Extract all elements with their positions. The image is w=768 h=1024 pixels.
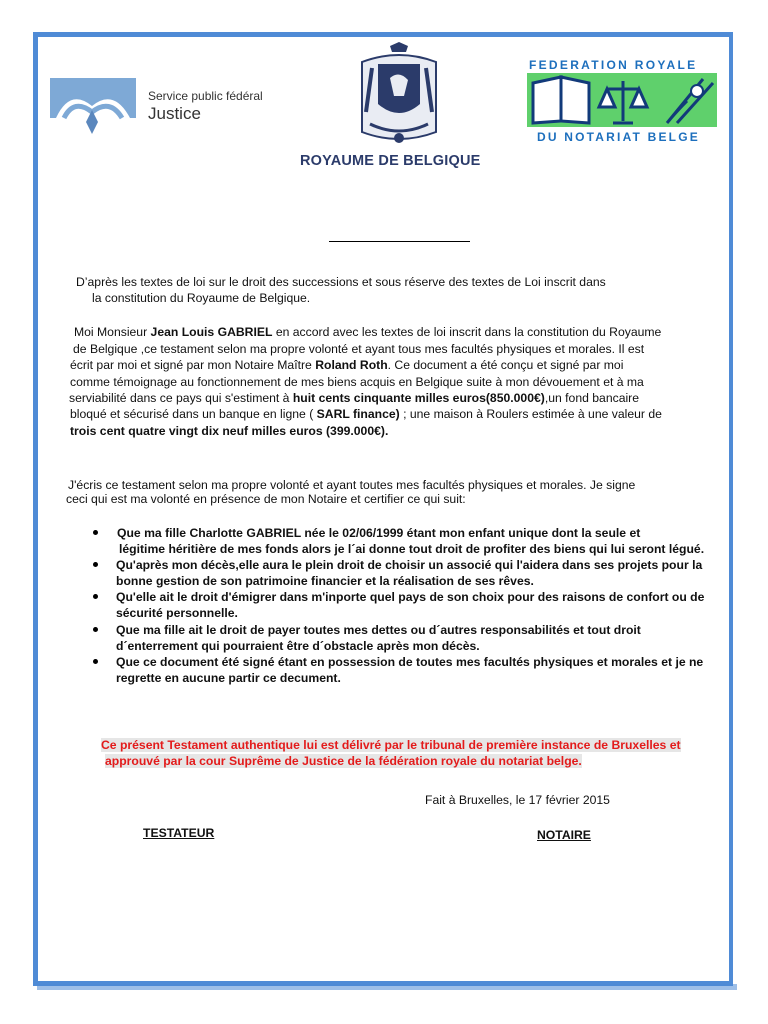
para1-line-4: comme témoignage au fonctionnement de mes biens acquis en Belgique suite à mon dévouement et à ma [70, 375, 644, 389]
bullet-4-line-2: d´enterrement qui pourraient être d´obstacle après mon décès. [116, 639, 480, 653]
bullet-dot [93, 627, 98, 632]
bullet-3-line-1: Qu'elle ait le droit d'émigrer dans m'inporte quel pays de son choix pour des raisons de confort ou de [116, 590, 705, 604]
para1-line-6: bloqué et sécurisé dans un banque en ligne ( SARL finance) ; une maison à Roulers estimée à une valeur de [70, 407, 662, 421]
bullet-3-line-2: sécurité personnelle. [116, 606, 238, 620]
title-rule [329, 241, 470, 242]
notice-line-2: approuvé par la cour Suprême de Justice de la fédération royale du notariat belge. [105, 754, 582, 768]
para2-line-2: ceci qui est ma volonté en présence de mon Notaire et certifier ce qui suit: [66, 492, 466, 506]
testator-label: TESTATEUR [143, 826, 215, 840]
bullet-5-line-2: regrette en aucune partir ce decument. [116, 671, 341, 685]
para1-line-3: écrit par moi et signé par mon Notaire Maître Roland Roth. Ce document a été conçu et signé par moi [70, 358, 624, 372]
para1-line-5: serviabilité dans ce pays qui s'estiment à huit cents cinquante milles euros(850.000€),un fond bancaire [69, 391, 640, 405]
para1-line-7: trois cent quatre vingt dix neuf milles euros (399.000€). [70, 424, 389, 438]
para1-line-1: Moi Monsieur Jean Louis GABRIEL en accord avec les textes de loi inscrit dans la constitution du Royaume [74, 325, 662, 339]
bullet-2-line-2: bonne gestion de son patrimoine financier et la réalisation de ses rêves. [116, 574, 534, 588]
para1-line-2: de Belgique ,ce testament selon ma propre volonté et ayant tous mes facultés physiques et morales. Il est [73, 342, 645, 356]
bullet-dot [93, 562, 98, 567]
page-border-shadow [37, 984, 737, 990]
coat-of-arms-icon [352, 42, 446, 150]
spf-line2: Justice [148, 104, 201, 123]
bullet-1-line-2: légitime héritière de mes fonds alors je l´ai donne tout droit de profiter des biens qui lui seront légué. [119, 542, 705, 556]
federation-bottom-text: DU NOTARIAT BELGE [537, 130, 700, 144]
bullet-2-line-1: Qu'après mon décès,elle aura le plein droit de choisir un associé qui l'aidera dans ses projets pour la [116, 558, 703, 572]
bullet-dot [93, 659, 98, 664]
spf-justice-logo [50, 78, 136, 136]
bullet-dot [93, 530, 98, 535]
place-date: Fait à Bruxelles, le 17 février 2015 [425, 793, 610, 807]
federation-top-text: FEDERATION ROYALE [529, 58, 698, 72]
bullet-5-line-1: Que ce document été signé étant en possession de toutes mes facultés physiques et morales et je ne [116, 655, 704, 669]
bullet-1-line-1: Que ma fille Charlotte GABRIEL née le 02/06/1999 étant mon enfant unique dont la seule et [117, 526, 641, 540]
notary-label: NOTAIRE [537, 828, 591, 842]
intro-line-1: D’après les textes de loi sur le droit des successions et sous réserve des textes de Loi inscrit dans [76, 275, 606, 289]
page-border [33, 32, 733, 986]
federation-logo [527, 71, 717, 129]
para2-line-1: J'écris ce testament selon ma propre volonté et ayant toutes mes facultés physiques et morales. Je signe [68, 478, 636, 492]
kingdom-title: ROYAUME DE BELGIQUE [300, 153, 481, 169]
intro-line-2: la constitution du Royaume de Belgique. [92, 291, 311, 305]
notice-line-1: Ce présent Testament authentique lui est délivré par le tribunal de première instance de Bruxelles et [101, 738, 681, 752]
spf-line1: Service public fédéral [148, 89, 263, 103]
bullet-4-line-1: Que ma fille ait le droit de payer toutes mes dettes ou d´autres responsabilités et tout droit [116, 623, 641, 637]
bullet-dot [93, 594, 98, 599]
